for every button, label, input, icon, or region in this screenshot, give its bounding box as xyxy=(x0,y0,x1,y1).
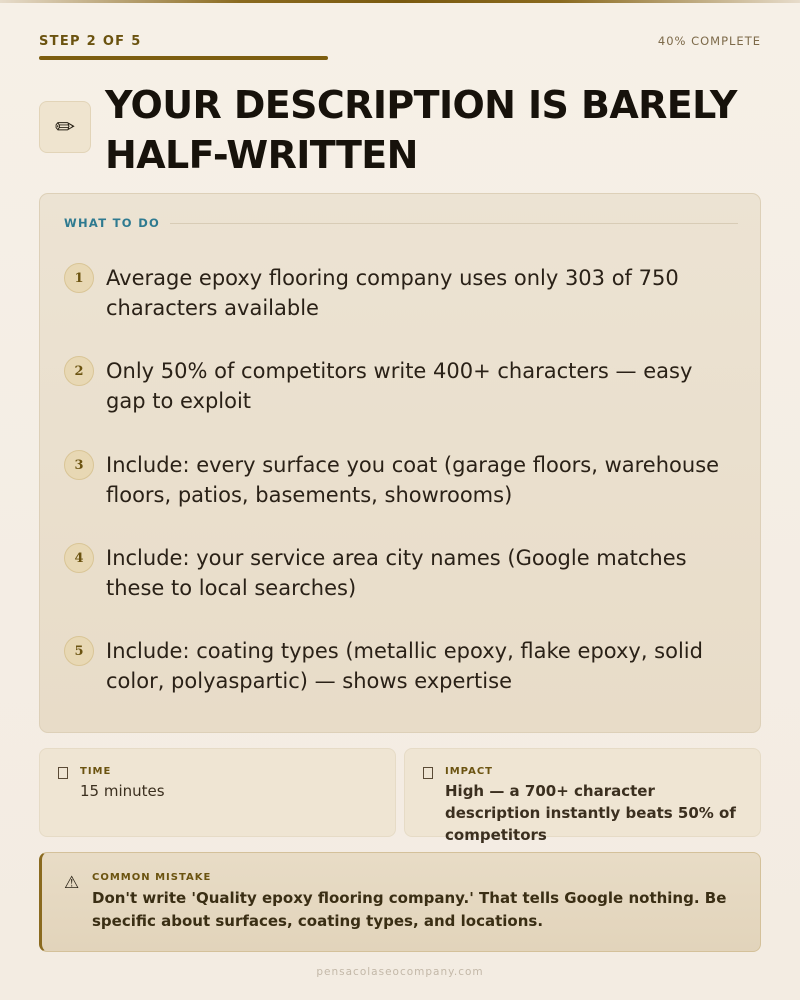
warning-icon: ⚠ xyxy=(64,873,80,893)
top-accent-rule xyxy=(0,0,800,3)
common-mistake-text: Don't write 'Quality epoxy flooring company.' That tells Google nothing. Be specific about surfaces, coating types, and locations. xyxy=(92,889,727,930)
list-item-text: Include: every surface you coat (garage floors, warehouse floors, patios, basements, showrooms) xyxy=(106,453,720,507)
list-item-text: Include: your service area city names (Google matches these to local searches) xyxy=(106,546,687,600)
step-number-badge: 4 xyxy=(64,543,94,573)
list-item xyxy=(64,450,734,510)
divider xyxy=(170,223,738,224)
list-item xyxy=(64,636,734,696)
page-title: YOUR DESCRIPTION IS BARELY HALF-WRITTEN xyxy=(105,83,737,177)
step-number-badge: 1 xyxy=(64,263,94,293)
list-item xyxy=(64,356,734,416)
list-item xyxy=(64,263,734,323)
common-mistake-card xyxy=(39,852,761,952)
step-number-badge: 2 xyxy=(64,356,94,386)
impact-value: High — a 700+ character description instantly beats 50% of competitors xyxy=(445,782,736,844)
progress-bar xyxy=(39,56,328,60)
list-item-text: Only 50% of competitors write 400+ characters — easy gap to exploit xyxy=(106,359,693,413)
what-to-do-label: WHAT TO DO xyxy=(64,216,161,230)
clock-icon xyxy=(58,767,68,779)
step-number-badge: 5 xyxy=(64,636,94,666)
step-label: STEP 2 OF 5 xyxy=(39,33,142,49)
completion-label: 40% COMPLETE xyxy=(657,34,761,48)
list-item-text: Average epoxy flooring company uses only 303 of 750 characters available xyxy=(106,266,679,320)
chart-icon xyxy=(423,767,433,779)
pencil-icon: ✏ xyxy=(39,101,91,153)
common-mistake-label: COMMON MISTAKE xyxy=(92,872,212,883)
list-item xyxy=(64,543,734,603)
step-indicator xyxy=(39,33,761,49)
impact-label: IMPACT xyxy=(445,766,493,777)
list-item-text: Include: coating types (metallic epoxy, flake epoxy, solid color, polyaspartic) — shows expertise xyxy=(106,639,703,693)
time-card xyxy=(39,748,396,837)
time-label: TIME xyxy=(80,766,112,777)
time-value: 15 minutes xyxy=(80,782,165,800)
what-to-do-card xyxy=(39,193,761,733)
footer-domain: pensacolaseocompany.com xyxy=(316,966,484,978)
step-number-badge: 3 xyxy=(64,450,94,480)
impact-card xyxy=(404,748,761,844)
what-to-do-header xyxy=(64,216,738,230)
